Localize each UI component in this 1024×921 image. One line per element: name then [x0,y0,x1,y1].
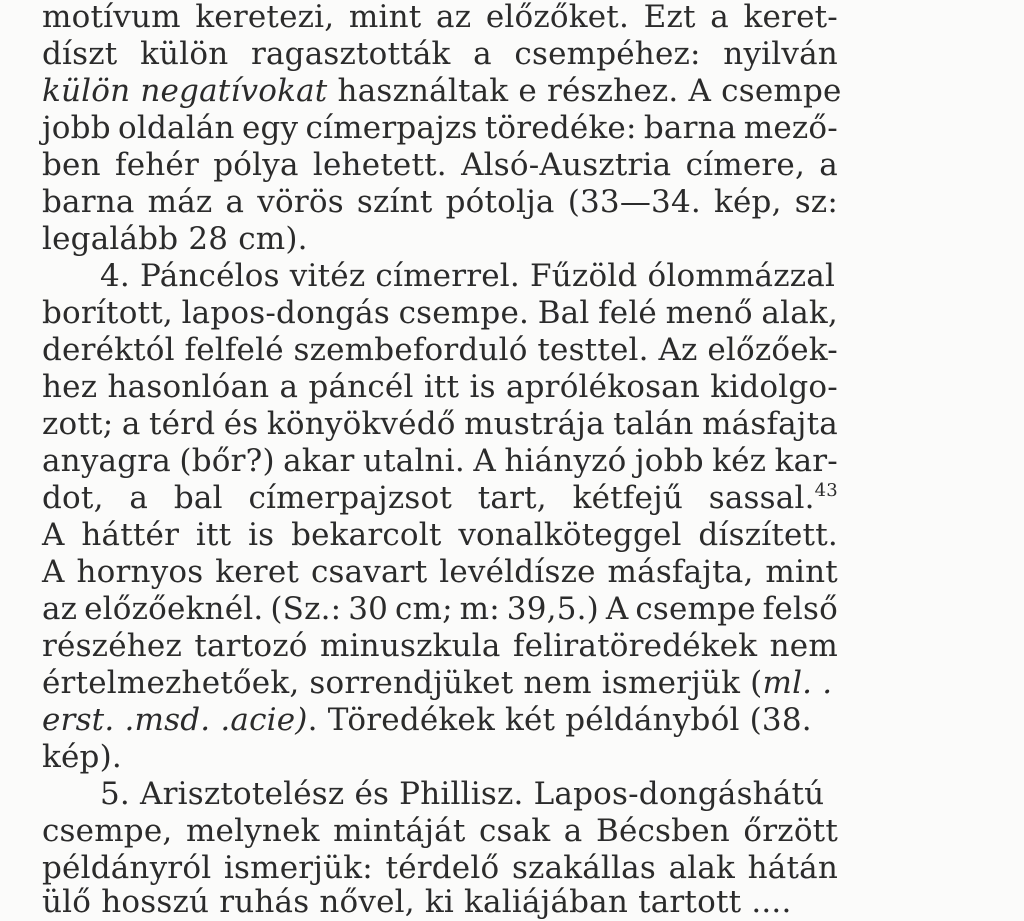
text-line [42,591,838,628]
text-line [42,0,838,36]
word: térd [148,406,216,442]
word: is [469,369,496,405]
word: címerpajzs [305,110,478,146]
text-line [42,739,838,776]
word: hez [42,369,98,405]
word: talán [613,406,694,442]
word: pólya [213,147,299,183]
word: keret [215,554,300,590]
word: a [819,147,838,183]
word: alak, [761,295,838,331]
text-segment: használtak e részhez. A csempe [327,73,842,109]
word: Az [658,332,698,368]
word: barna [643,110,737,146]
word: itt [423,369,460,405]
word: felfelé [184,332,284,368]
text-line-cut [42,884,838,921]
text-line [42,73,842,110]
word: nyilván [723,36,838,72]
word: deréktól [42,332,175,368]
word: címerpajzsot [248,480,452,516]
word: címere, [685,147,805,183]
word: alak [668,850,736,886]
word: keretezi, [195,0,335,35]
word: oldalán [118,110,235,146]
word: a [563,813,583,849]
footnote-ref[interactable]: 43 [814,480,838,501]
text-segment: 5. Arisztotelész és Phillisz. Lapos-dongáshátú [100,776,825,812]
word: előzőeknél. [84,591,264,627]
text-line [42,369,838,406]
text-line [42,702,838,739]
word: ragasztották [250,36,451,72]
word: vonalköteggel [458,517,682,553]
text-line [42,147,838,184]
word: felé [598,295,657,331]
text-line [42,36,838,73]
word: mint [765,554,838,590]
text-line [42,110,838,147]
word: ismerjük: [223,850,373,886]
word-text: sassal. [708,480,815,516]
paragraph-start [42,776,838,813]
italic-text: erst. .msd. .acie) [42,702,308,738]
word: ben [42,147,101,183]
text-line [42,332,838,369]
text-line [42,554,838,591]
word: részéhez [42,628,182,664]
word: sz: [794,184,838,220]
word: Ezt [643,0,696,35]
word: az [436,0,472,35]
word: aprólékosan [505,369,701,405]
word: cm; [394,591,453,627]
word: nem [769,628,838,664]
word: zott; [42,406,114,442]
word: a [129,480,149,516]
text-line [42,517,838,554]
word: csempe. [398,295,530,331]
text-line [42,406,838,443]
word: könyökvédő [266,406,456,442]
word: A [473,443,496,479]
word: színt [356,184,433,220]
word: kétfejű [572,480,683,516]
text-segment: . Töredékek két példányból (38. [307,702,812,738]
word: tartozó [194,628,308,664]
word: térdelő [385,850,500,886]
word: menő [665,295,753,331]
italic-text: külön negatívokat [42,73,328,109]
word: A [42,517,65,553]
word: a [473,36,492,72]
word: keret- [743,0,838,35]
word: feliratöredékek [512,628,758,664]
word: 39,5.) [506,591,599,627]
text-segment: legalább 28 cm). [42,221,308,257]
text-segment: értelmezhetőek, sorrendjüket nem ismerjük ( [42,665,763,701]
word: a [710,0,729,35]
word: fehér [115,147,199,183]
word: A [605,591,629,627]
word: őrzött [743,813,838,849]
word: hasonlóan [107,369,270,405]
word: akar [283,443,355,479]
text-line [42,850,838,887]
word: Alsó-Ausztria [461,147,672,183]
word: vörös [257,184,344,220]
word: bekarcolt [291,517,442,553]
word: itt [195,517,232,553]
word: páncél [308,369,414,405]
text-segment: kép). [42,739,122,775]
word: csempe, [42,813,173,849]
word: pótolja [445,184,555,220]
word: borított, [42,295,173,331]
word: mustrája [464,406,605,442]
word: mint [348,0,422,35]
word: A [42,554,65,590]
word: m: [459,591,500,627]
word: lapos-dongás [181,295,390,331]
word: hátán [747,850,838,886]
word: Bécsben [595,813,730,849]
word: egy [241,110,299,146]
word: tart, [477,480,547,516]
word: mező- [743,110,838,146]
word: és [223,406,259,442]
word: csavart [310,554,428,590]
word: barna [42,184,135,220]
word: előzőek- [707,332,838,368]
word: példányról [42,850,212,886]
word: levéldísze [439,554,596,590]
text-line [42,628,838,665]
italic-text: ml. . [762,665,833,701]
word: máz [147,184,213,220]
paragraph-start [42,258,838,295]
text-line [42,665,838,702]
word: csempéhez: [514,36,701,72]
word: díszt [42,36,118,72]
word: hiányzó [504,443,627,479]
word: hornyos [76,554,204,590]
word: dot, [42,480,104,516]
word: jobb [634,443,704,479]
word: anyagra [42,443,171,479]
word: díszített. [698,517,838,553]
word: szembeforduló [293,332,528,368]
word: csak [478,813,551,849]
word: kar- [774,443,838,479]
word: csempe [635,591,756,627]
text-line [42,443,838,480]
word: jobb [42,110,111,146]
word: kéz [712,443,767,479]
word: lehetett. [312,147,447,183]
word: (Sz.: [270,591,342,627]
word: utalni. [362,443,465,479]
word: is [248,517,275,553]
word: motívum [42,0,181,35]
word: kidolgo- [710,369,838,405]
text-line [42,480,838,517]
word: (33—34. [567,184,701,220]
text-line [42,184,838,221]
word: előzőket. [485,0,630,35]
word: töredéke: [484,110,637,146]
text-segment: ülő hosszú ruhás nővel, ki kaliájában tartott .... [42,884,792,920]
word: mintáját [333,813,466,849]
word: felső [762,591,838,627]
word: testtel. [537,332,649,368]
text-line [42,221,838,258]
word: a [225,184,245,220]
word: külön [140,36,229,72]
word [709,480,838,517]
word: a [279,369,299,405]
text-line [42,295,838,332]
word: (bőr?) [179,443,275,479]
word: Bal [537,295,590,331]
word: a [121,406,141,442]
word: melynek [185,813,320,849]
word: bal [173,480,223,516]
word: szakállas [511,850,656,886]
word: másfajta, [607,554,754,590]
word: másfajta [702,406,838,442]
word: háttér [81,517,180,553]
text-segment: 4. Páncélos vitéz címerrel. Fűzöld ólommázzal [100,258,836,294]
word: az [42,591,78,627]
word: kép, [714,184,782,220]
text-line [42,813,838,850]
word: minuszkula [319,628,501,664]
word: 30 [348,591,389,627]
